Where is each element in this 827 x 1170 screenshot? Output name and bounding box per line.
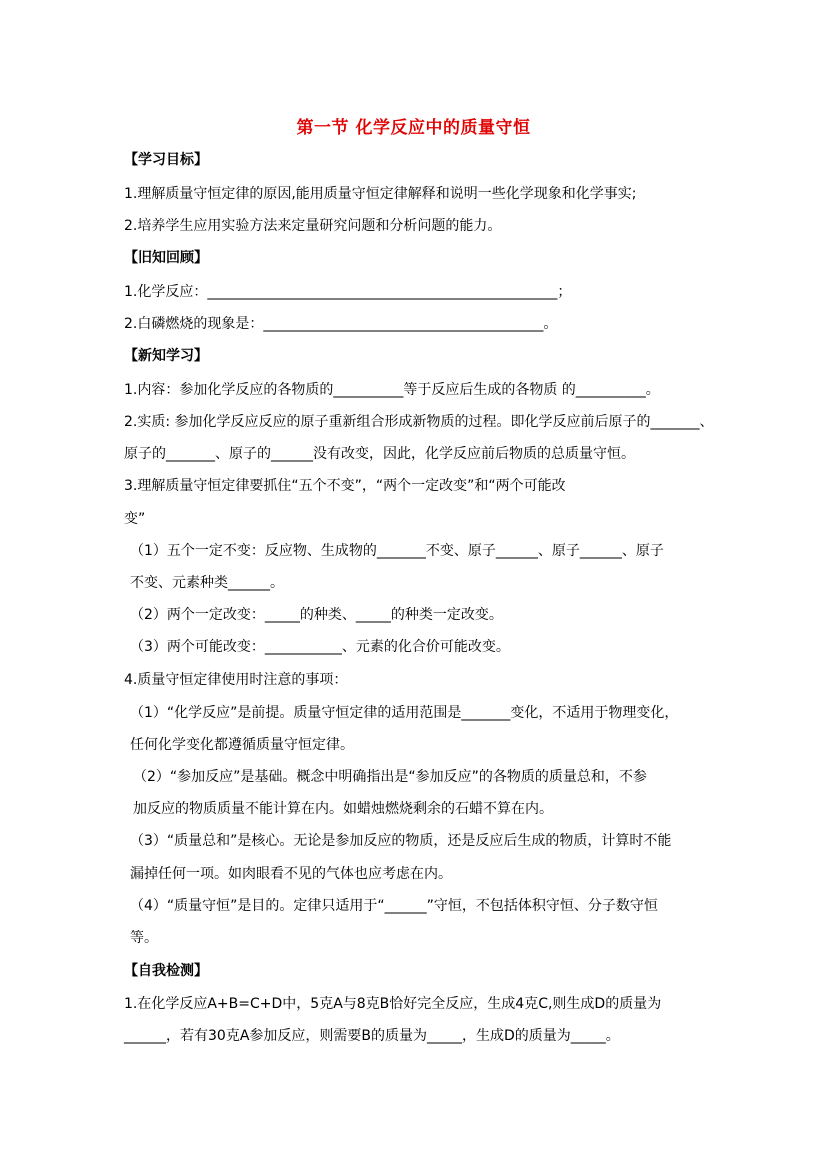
new-line-12: 任何化学变化都遵循质量守恒定律。 bbox=[130, 737, 354, 753]
page-title: 第一节 化学反应中的质量守恒 bbox=[296, 118, 531, 138]
new-line-14: 加反应的物质质量不能计算在内。如蜡烛燃烧剩余的石蜡不算在内。 bbox=[133, 801, 553, 817]
new-line-9: （3）两个可能改变：___________、元素的化合价可能改变。 bbox=[130, 639, 510, 655]
objective-item-2: 2.培养学生应用实验方法来定量研究问题和分析问题的能力。 bbox=[124, 218, 502, 234]
new-line-7: 不变、元素种类______。 bbox=[130, 575, 284, 591]
objective-item-1: 1.理解质量守恒定律的原因,能用质量守恒定律解释和说明一些化学现象和化学事实; bbox=[124, 186, 637, 202]
new-line-13: （2）“参加反应”是基础。概念中明确指出是“参加反应”的各物质的质量总和，不参 bbox=[133, 769, 647, 785]
selfcheck-line-1: 1.在化学反应A+B=C+D中，5克A与8克B恰好完全反应，生成4克C,则生成D的质量为 bbox=[124, 996, 662, 1012]
new-line-8: （2）两个一定改变：_____的种类、_____的种类一定改变。 bbox=[130, 607, 503, 623]
review-item-1: 1.化学反应：__________________________________________________； bbox=[124, 284, 572, 300]
new-line-5: 变” bbox=[124, 511, 146, 527]
new-line-3: 原子的_______、原子的______没有改变，因此，化学反应前后物质的总质量守恒。 bbox=[124, 446, 635, 462]
section-heading-selfcheck: 【自我检测】 bbox=[124, 963, 208, 979]
section-heading-objectives: 【学习目标】 bbox=[124, 152, 208, 168]
new-line-1: 1.内容：参加化学反应的各物质的__________等于反应后生成的各物质 的__________。 bbox=[124, 382, 660, 398]
new-line-2: 2.实质: 参加化学反应反应的原子重新组合形成新物质的过程。即化学反应前后原子的_______、 bbox=[124, 414, 714, 430]
new-line-10: 4.质量守恒定律使用时注意的事项： bbox=[124, 672, 348, 688]
new-line-4: 3.理解质量守恒定律要抓住“五个不变”，“两个一定改变”和“两个可能改 bbox=[124, 478, 566, 494]
new-line-15: （3）“质量总和”是核心。无论是参加反应的物质，还是反应后生成的物质，计算时不能 bbox=[130, 833, 672, 849]
section-heading-review: 【旧知回顾】 bbox=[124, 250, 208, 266]
new-line-18: 等。 bbox=[130, 930, 158, 946]
new-line-17: （4）“质量守恒”是目的。定律只适用于“______”守恒，不包括体积守恒、分子数守恒 bbox=[130, 898, 658, 914]
new-line-16: 漏掉任何一项。如肉眼看不见的气体也应考虑在内。 bbox=[130, 866, 452, 882]
new-line-6: （1）五个一定不变：反应物、生成物的_______不变、原子______、原子______、原子 bbox=[130, 543, 664, 559]
selfcheck-line-2: ______，若有30克A参加反应，则需要B的质量为_____，生成D的质量为_____。 bbox=[124, 1028, 620, 1044]
section-heading-new: 【新知学习】 bbox=[124, 348, 208, 364]
new-line-11: （1）“化学反应”是前提。质量守恒定律的适用范围是_______变化，不适用于物理变化， bbox=[130, 705, 679, 721]
review-item-2: 2.白磷燃烧的现象是：________________________________________。 bbox=[124, 316, 558, 332]
